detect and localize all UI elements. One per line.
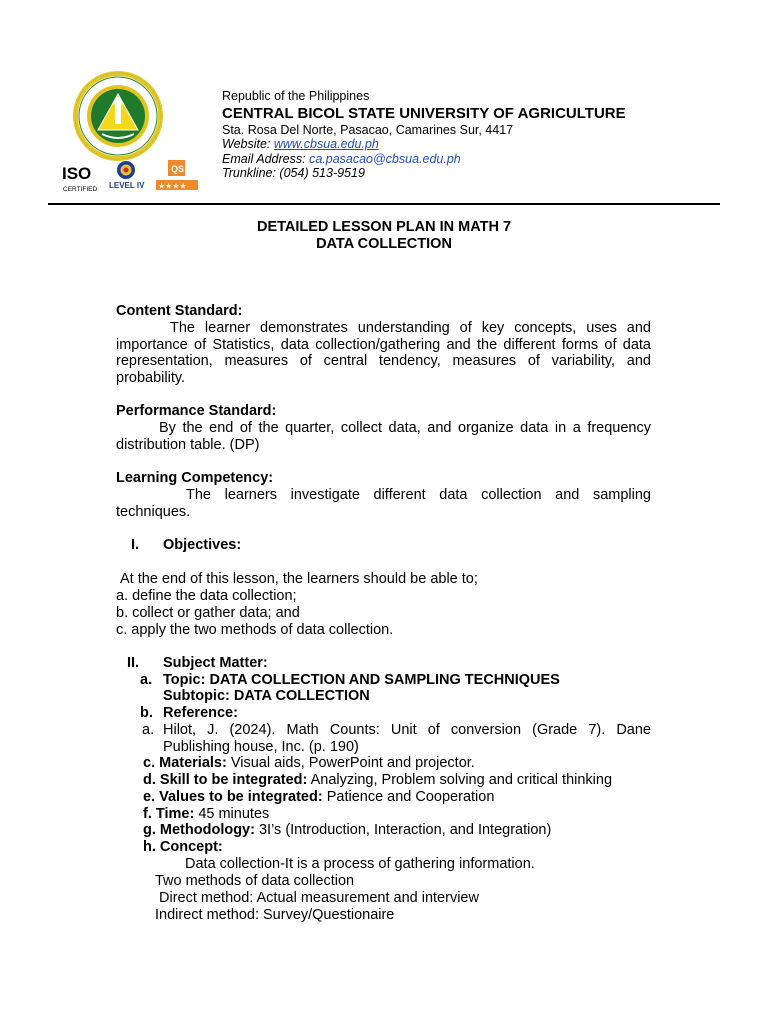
objective-item-b: b. collect or gather data; and	[116, 605, 300, 621]
values-value: Patience and Cooperation	[322, 789, 495, 805]
document-subtitle: DATA COLLECTION	[316, 236, 452, 252]
indirect-method-line: Indirect method: Survey/Questionaire	[155, 907, 395, 923]
trunkline-text: Trunkline: (054) 513-9519	[222, 166, 365, 180]
iso-logo-text: ISO	[62, 164, 92, 183]
letterhead	[222, 89, 626, 181]
performance-standard-heading: Performance Standard:	[116, 403, 277, 419]
methodology-label: g. Methodology:	[143, 822, 255, 838]
reference-heading: Reference:	[163, 705, 238, 721]
reference-item-text: Hilot, J. (2024). Math Counts: Unit of conversion (Grade 7). Dane Publishing house, Inc. (p. 190)	[163, 722, 651, 755]
reference-item-marker: a.	[142, 722, 155, 738]
topic-marker: a.	[140, 672, 153, 688]
website-link[interactable]: www.cbsua.edu.ph	[273, 137, 379, 151]
materials-label: c. Materials:	[143, 755, 227, 771]
university-seal-logo	[72, 70, 164, 162]
objectives-intro: At the end of this lesson, the learners should be able to;	[120, 571, 478, 587]
content-standard-heading: Content Standard:	[116, 303, 243, 319]
subject-matter-numeral: II.	[127, 655, 140, 671]
document-title: DETAILED LESSON PLAN IN MATH 7	[256, 219, 512, 235]
skill-value: Analyzing, Problem solving and critical thinking	[307, 772, 613, 788]
content-standard-section	[116, 303, 651, 387]
time-label: f. Time:	[143, 806, 195, 822]
objectives-heading: Objectives:	[163, 537, 242, 553]
learning-competency-heading: Learning Competency:	[116, 470, 274, 486]
website-label: Website:	[222, 137, 274, 151]
website-line	[222, 137, 626, 152]
objectives-numeral: I.	[131, 537, 140, 553]
subject-matter-heading: Subject Matter:	[163, 655, 268, 671]
skill-line	[143, 772, 612, 789]
qs-logo-text: QS	[171, 164, 185, 174]
methodology-value: 3I’s (Introduction, Interaction, and Integration)	[254, 822, 552, 838]
performance-standard-text: By the end of the quarter, collect data, and organize data in a frequency distribution table. (DP)	[116, 419, 651, 453]
values-label: e. Values to be integrated:	[143, 789, 323, 805]
concept-definition: Data collection-It is a process of gathering information.	[185, 856, 535, 872]
methodology-line	[143, 822, 551, 839]
objective-item-c: c. apply the two methods of data collection.	[116, 622, 394, 638]
email-link[interactable]: ca.pasacao@cbsua.edu.ph	[309, 151, 461, 166]
topic-line: Topic: DATA COLLECTION AND SAMPLING TECHNIQUES	[163, 672, 560, 688]
objective-item-a: a. define the data collection;	[116, 588, 297, 604]
subtopic-line: Subtopic: DATA COLLECTION	[163, 688, 370, 704]
trunkline-line	[222, 166, 626, 181]
reference-marker: b.	[140, 705, 153, 721]
badges-graphic	[60, 158, 202, 196]
concept-label: h. Concept:	[143, 839, 223, 855]
email-label: Email Address:	[222, 151, 310, 166]
level-iv-text: LEVEL IV	[109, 181, 145, 190]
materials-line	[143, 755, 475, 772]
university-name: CENTRAL BICOL STATE UNIVERSITY OF AGRICULTURE	[222, 104, 626, 122]
address-line: Sta. Rosa Del Norte, Pasacao, Camarines Sur, 4417	[222, 122, 514, 137]
accreditation-badges	[60, 158, 202, 196]
direct-method-line: Direct method: Actual measurement and interview	[159, 890, 479, 906]
learning-competency-section	[116, 470, 651, 520]
qs-stars: ★★★★	[158, 181, 187, 191]
skill-label: d. Skill to be integrated:	[143, 772, 308, 788]
materials-value: Visual aids, PowerPoint and projector.	[226, 755, 475, 771]
values-line	[143, 789, 494, 806]
header-divider	[48, 203, 720, 205]
iso-certified-text: CERTIFIED	[63, 186, 98, 193]
email-line	[222, 152, 626, 167]
republic-line: Republic of the Philippines	[222, 89, 370, 103]
content-standard-text: The learner demonstrates understanding of key concepts, uses and importance of Statistics, data collection/gathering and the different forms of data representation, measures of central tendency, measures of variability, and probability.	[116, 319, 651, 387]
two-methods-line: Two methods of data collection	[155, 873, 355, 889]
time-value: 45 minutes	[194, 806, 270, 822]
learning-competency-text: The learners investigate different data collection and sampling techniques.	[116, 486, 651, 520]
time-line	[143, 806, 269, 823]
performance-standard-section	[116, 403, 651, 453]
